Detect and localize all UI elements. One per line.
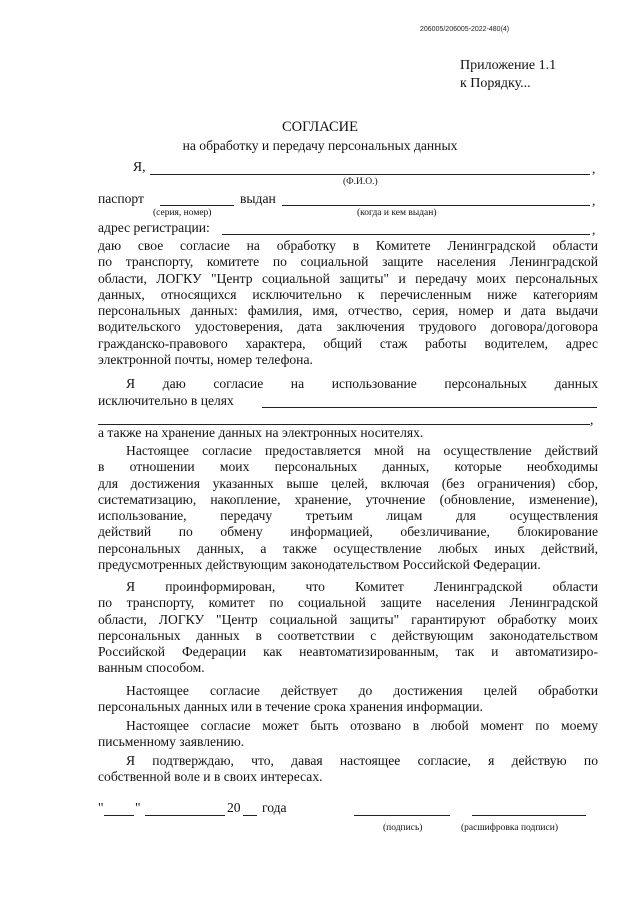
address-comma: , [592, 222, 596, 237]
purpose-field-1[interactable] [262, 407, 597, 408]
address-field[interactable] [222, 234, 590, 235]
i-label: Я, [133, 159, 146, 174]
text-line: предусмотренных действующим законодательством Российской Федерации. [98, 557, 541, 573]
document-title: СОГЛАСИЕ [281, 119, 359, 135]
purpose-comma: , [590, 412, 594, 427]
date-quote-open: " [98, 800, 104, 815]
paragraph-informed [98, 579, 598, 677]
fio-comma: , [592, 161, 596, 176]
text-line: Настоящее согласие действует до достижения целей обработки [126, 683, 598, 698]
passport-issuer-field[interactable] [282, 205, 590, 206]
text-line: по транспорту, комитете по социальной защите населения Ленинградской [98, 254, 598, 270]
text-line: электронной почты, номер телефона. [98, 352, 313, 368]
text-line: собственной воле и в своих интересах. [98, 769, 323, 785]
text-line: персональных данных, а также осуществление любых иных действий, [98, 540, 598, 556]
date-year-field[interactable] [243, 815, 257, 816]
passport-label: паспорт [98, 191, 144, 206]
signature-decode-field[interactable] [472, 815, 586, 816]
fio-field[interactable] [150, 174, 590, 175]
text-line: Настоящее согласие может быть отозвано в любой момент по моему [126, 718, 598, 733]
text-line: персональных данных в соответствии с действующим законодательством [98, 627, 598, 643]
storage-line: а также на хранение данных на электронных носителях. [98, 425, 424, 440]
document-number: 206005/206005-2022-480(4) [420, 26, 510, 33]
date-month-field[interactable] [145, 815, 225, 816]
passport-comma: , [592, 193, 596, 208]
paragraph-validity [98, 683, 598, 716]
appendix-line2: к Порядку... [460, 76, 531, 91]
paragraph-consent-processing [98, 238, 598, 368]
text-line: персональных данных: фамилия, имя, отчество, серия, номер и дата выдачи [98, 303, 598, 319]
purpose-label: исключительно в целях [98, 393, 234, 408]
text-line: для достижения указанных выше целей, включая (без ограничения) сбор, [98, 475, 598, 491]
date-day-field[interactable] [104, 815, 134, 816]
text-line: по транспорту, комитет по социальной защите населения Ленинградской [98, 595, 598, 611]
text-line: Я даю согласие на использование персональных данных [126, 376, 598, 391]
date-quote-close: " [135, 800, 141, 815]
issuer-hint: (когда и кем выдан) [357, 208, 437, 218]
text-line: водительского удостоверения, дата заключения трудового договора/договора [98, 319, 598, 335]
text-line: Настоящее согласие предоставляется мной на осуществление действий [126, 443, 598, 458]
address-label: адрес регистрации: [98, 220, 210, 235]
text-line: Я проинформирован, что Комитет Ленинградской области [126, 579, 598, 594]
text-line: данных, относящихся исключительно к перечисленным ниже категориям [98, 286, 598, 302]
paragraph-confirmation [98, 753, 598, 786]
passport-series-field[interactable] [160, 205, 234, 206]
text-line: области, ЛОГКУ "Центр социальной защиты" и передачу моих персональных [98, 270, 598, 286]
text-line: Российской Федерации как неавтоматизированным, так и автоматизиро- [98, 644, 598, 660]
appendix-line1: Приложение 1.1 [460, 58, 557, 73]
text-line: действий по обмену информацией, обезличивание, блокирование [98, 524, 598, 540]
paragraph-actions [98, 443, 598, 573]
document-subtitle: на обработку и передачу персональных данных [182, 138, 458, 153]
text-line: гражданско-правового характера, общий стаж работы водителем, адрес [98, 335, 598, 351]
text-line: области, ЛОГКУ "Центр социальной защиты" гарантируют обработку моих [98, 611, 598, 627]
year-prefix: 20 [227, 800, 241, 815]
text-line: систематизацию, накопление, хранение, уточнение (обновление, изменение), [98, 491, 598, 507]
fio-hint: (Ф.И.О.) [343, 177, 378, 187]
text-line: даю свое согласие на обработку в Комитете Ленинградской области [98, 238, 598, 253]
text-line: ванным способом. [98, 660, 205, 676]
text-line: в отношении моих персональных данных, которые необходимы [98, 459, 598, 475]
year-suffix: года [262, 800, 287, 815]
text-line: письменному заявлению. [98, 734, 245, 750]
paragraph-revocation [98, 718, 598, 751]
paragraph-purpose [98, 376, 598, 392]
issued-label: выдан [240, 191, 276, 206]
text-line: персональных данных или в течение срока хранения информации. [98, 699, 483, 715]
text-line: Я подтверждаю, что, давая настоящее согласие, я действую по [126, 753, 598, 768]
series-hint: (серия, номер) [153, 208, 212, 218]
signature-field[interactable] [354, 815, 450, 816]
signature-decode-hint: (расшифровка подписи) [461, 823, 558, 833]
signature-hint: (подпись) [383, 823, 423, 833]
text-line: использование, передачу третьим лицам для осуществления [98, 508, 598, 524]
